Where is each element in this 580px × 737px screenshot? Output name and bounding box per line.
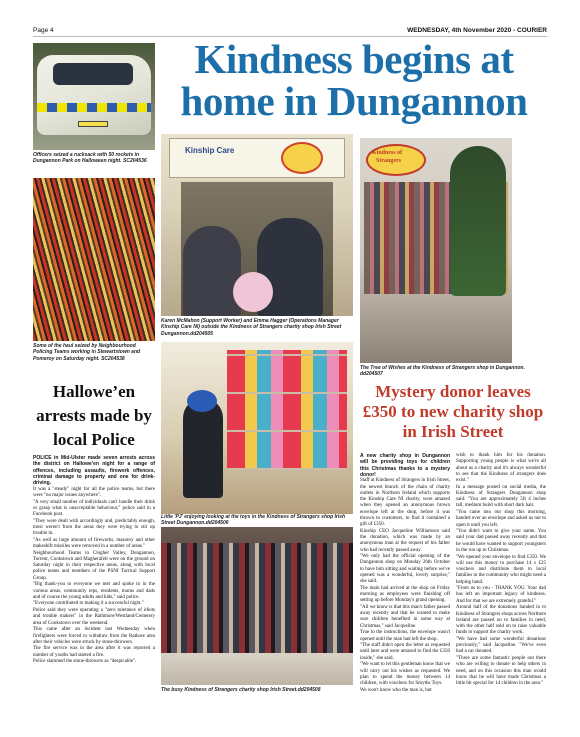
brand-line1: Kindness of [372,150,403,156]
donor-lead: A new charity shop in Dungannon will be providing toys for children this Christmas thanks to a mystery donor! [360,453,450,478]
shop-front-photo [161,134,353,316]
police-lead: POLICE in Mid-Ulster made seven arrests across the district on Hallowe’en night for a range of offences, including assaults, firework offences, criminal damage to property and one for drink-driving. [33,455,155,486]
donor-para: "You came into our shop this morning, handed over an envelope and asked us not to open it until you left. [456,510,546,528]
caption-busy: The busy Kindness of Strangers charity shop Irish Street.dd204508 [161,687,321,693]
main-headline-line1: Kindness begins at [194,36,514,82]
main-headline [161,38,547,122]
toys-photo [161,342,353,514]
caption-staff: Karen McMahon (Support Worker) and Emma Hagger (Operations Manager Kinship Care NI) outside the Kindness of Strangers charity shop Irish Street Dungannon.dd204505 [161,318,342,337]
donor-para: "All we know is that this man's father passed away recently and that he wanted to make sure children benefited in some way at Christmas," said Jacqueline. [360,604,450,629]
donor-para: In a message posted on social media, the Kindness of Strangers Dungannon shop said: "You are approximately 5ft 4 inches tall, medium build with short dark hair. [456,484,546,509]
caption-haul: Some of the haul seized by Neighbourhood Policing Teams working in Stewartstown and Pomeroy on Saturday night. SC204538 [33,343,141,362]
donor-para: wish to thank him for his donation. Supporting young people is what we're all about as a charity and it's always wonderful to see that the Kindness of strangers does exist." [456,453,546,483]
donor-article-col1 [360,453,450,694]
police-para: Police said they were operating a "zero tolerance of idiots and trouble makers" in the Rathmore/Westland/Cemetery area of Cookstown over the weekend. [33,608,155,626]
caption-tree: The Tree of Wishes at the Kindness of Strangers shop in Dungannon. dd204507 [360,365,525,378]
donor-para: True to the instructions, the envelope wasn't opened until the man had left the shop. [360,630,450,642]
donor-para: "There are some fantastic people out there who are willing to donate to help others in need, and on this occasion this man would know that he will have made Christmas a little bit special for 14 children in the area." [456,656,546,687]
donor-para: Staff at Kindness of Strangers in Irish Street, the newest branch of the chain of charity outlets in Northern Ireland which supports the Kinship Care NI charity, were amazed when they opened an anonymous brown envelope left at the shop, before it was thrown to customers, to find it contained a gift of £350. [360,478,450,528]
donor-article-col2 [456,453,546,688]
donor-para: "We opened your envelope to find £350. We will use this money to purchase 14 x £25 vouchers and distribute them to local families in the community who might need a helping hand. [456,554,546,585]
police-article [33,455,155,666]
police-para: "Everyone contributed to making it a successful night." [33,601,144,607]
issue-date: WEDNESDAY, 4th November 2020 - COURIER [407,27,547,34]
donor-para: "We only had the official opening of the Dungannon shop on Monday 26th October to have him sitting and waiting before we've opened was a wonderful, lovely surprise," she said. [360,554,450,585]
donor-para: "We want to let this gentleman know that we will carry out his wishes as requested. We plan to spend the money between 14 children, with vouchers for Smyths Toys. [360,662,450,687]
caption-police-car: Officers seized a rucksack with 50 rockets in Dungannon Park on Halloween night. SC204536 [33,152,147,165]
page-number: Page 4 [33,27,54,34]
tree-of-wishes-photo [360,138,512,363]
police-para: "They were dealt with accordingly and, predictably enough, most weren't from the areas they were trying to stir up trouble in. [33,518,155,537]
police-para: The fire service was in the area after it was reported a number of youths had started a fire. [33,646,155,658]
shop-sign-name: Kinship Care [185,146,235,155]
donor-para: "We have had some wonderful donations previously," said Jacqueline. "We've even had a car donated. [456,636,546,655]
police-para: Police slammed the stone-throwers as "despicable". [33,659,137,665]
brand-line2: Strangers [376,158,401,164]
donor-headline: Mystery donor leaves £350 to new charity shop in Irish Street [362,382,544,441]
police-car-photo [33,43,155,150]
donor-para: Kinship CEO Jacqueline Williamson said the donation, which was made by an anonymous man at the request of his father who had recently passed away. [360,528,450,553]
police-para: This came after an incident last Wednesday when firefighters were forced to withdraw from the Rathore area after their vehicles were struck by stone-throwers. [33,627,155,645]
donor-para: The main had arrived at the shop on Friday morning as employees were finishing off setting up before Monday's grand opening. [360,585,450,604]
caption-toys: Little 'PJ' enjoying looking at the toys in the Kindness of Strangers shop Irish Street Dungannon.dd204506 [161,514,346,527]
donor-para: "The staff didn't open the letter as requested until later and were amazed to find the £350 inside," she said. [360,643,450,661]
police-para: Neighbourhood Teams in Clogher Valley, Dungannon, Torrent, Cookstown and Magherafelt were on the ground on Saturday night in their respective areas, along with local police teams and members of the PSNI Tactical Support Group. [33,550,155,581]
police-para: It was a "steady" night for all the police teams, but there were "no major issues anywhere". [33,486,155,498]
donor-para: "From us to you - THANK YOU. Your dad has left an important legacy of kindness. And for that we are extremely grateful." [456,586,546,604]
donor-para: "You didn't want to give your name. You said your dad passed away recently and that he would have wanted to support youngsters in the run up to Christmas. [456,529,546,553]
busy-shop-photo [161,527,353,685]
police-para: "As well as large amount of fireworks, masonry and other makeshift missiles were removed in a number of areas." [33,537,155,550]
shop-logo [281,142,323,174]
police-para: "Big thank-you to everyone we met and spoke to in the various areas, community reps, residents, mums and dads and of course the young adults and kids," said police. [33,582,155,600]
main-headline-line2: home in Dungannon [180,78,528,124]
police-para: "A very small number of individuals can't handle their drink or grasp what is unacceptable behaviour," police said in a Facebook post. [33,499,155,518]
police-headline: Hallowe’en arrests made by local Police [36,382,152,449]
donor-para: Around half of the donations handed in to Kindness of Strangers shops across Northern Ireland are passed on to families in need, with the other half sold on to raise valuable funds to support the charity work. [456,605,546,636]
fireworks-haul-photo [33,178,155,341]
donor-para: We won't know who the man is, but [360,687,432,693]
